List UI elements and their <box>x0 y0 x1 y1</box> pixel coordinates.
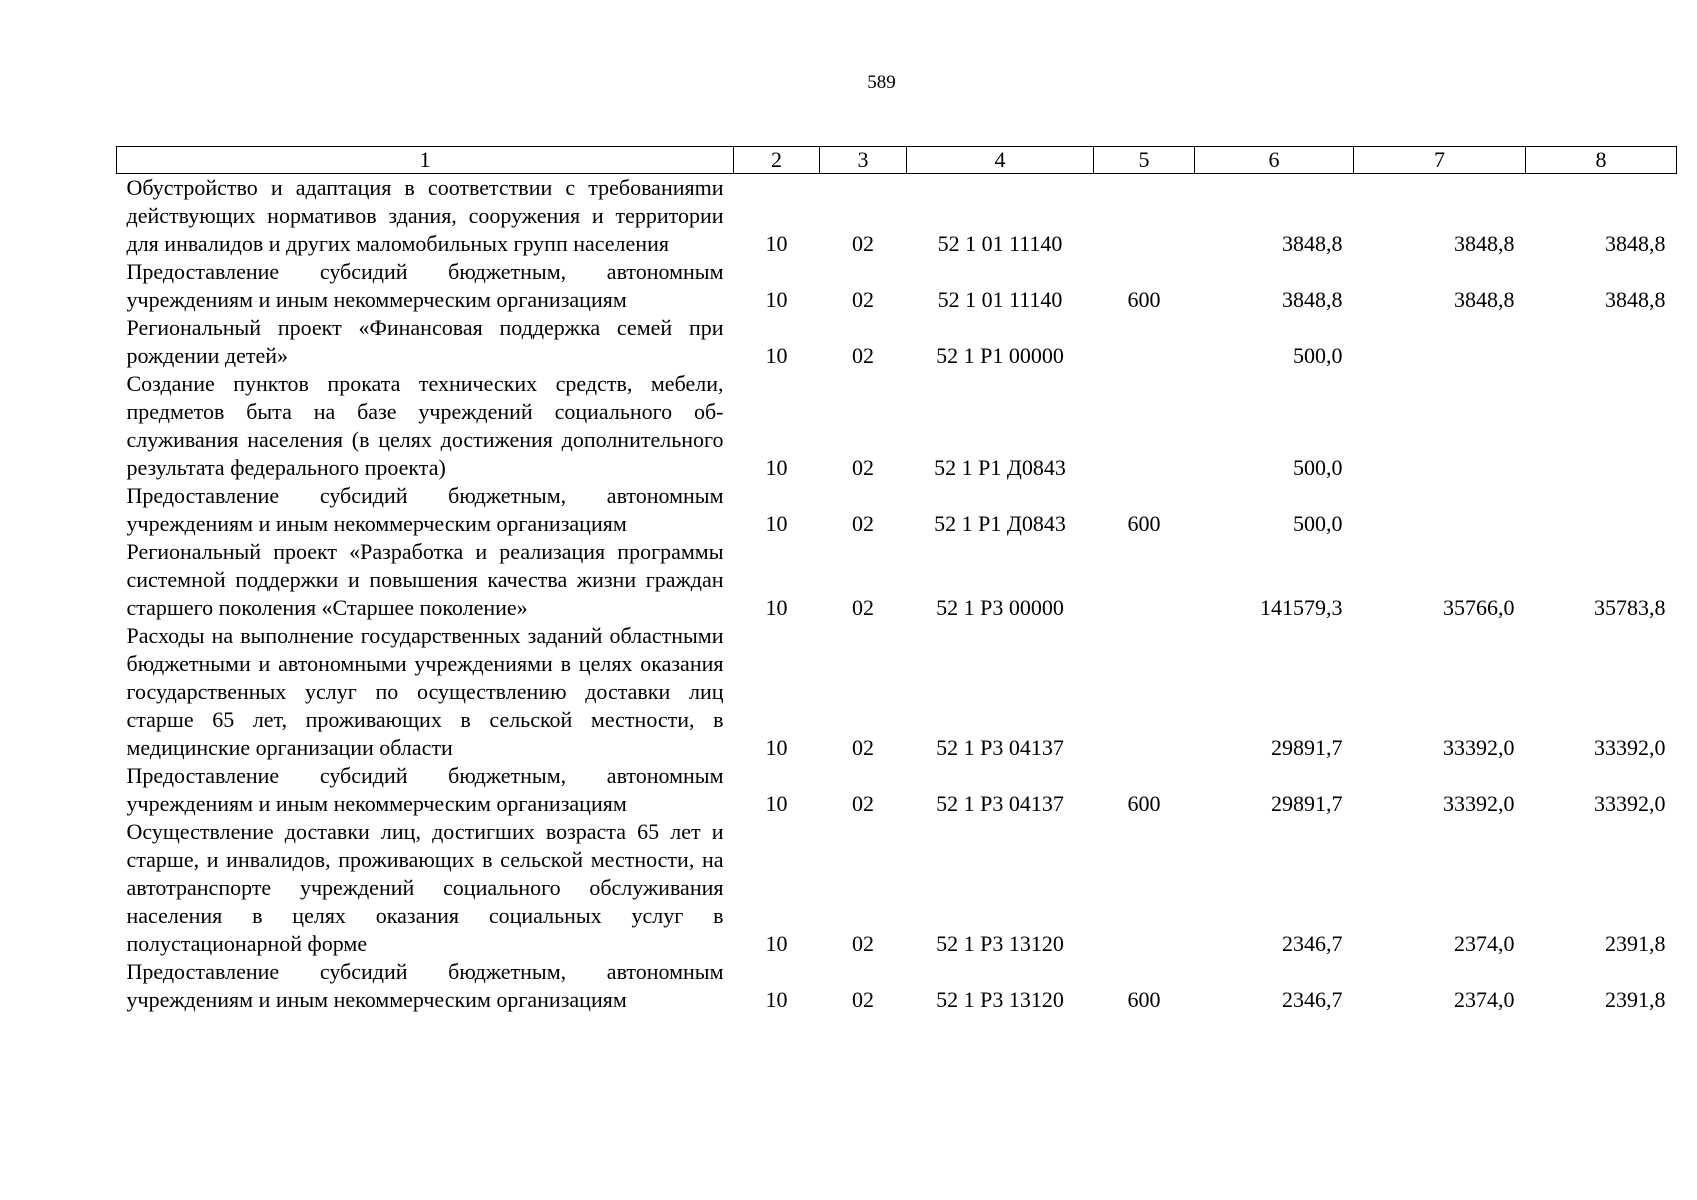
year-2-amount-cell: 2374,0 <box>1454 931 1515 956</box>
year-3-amount-cell: 35783,8 <box>1594 595 1666 620</box>
year-1-amount-cell: 141579,3 <box>1260 595 1343 620</box>
header-cell-section: 2 <box>734 147 820 174</box>
subsection-cell: 02 <box>852 231 874 256</box>
year-1-amount-cell: 3848,8 <box>1282 287 1343 312</box>
year-2-amount-cell: 2374,0 <box>1454 987 1515 1012</box>
row-name-cell: Предоставление субсидий бюджетным, автономным учреждениям и иным некоммерческим организациям <box>126 959 724 1012</box>
section-cell: 10 <box>765 287 788 312</box>
year-3-amount-cell: 2391,8 <box>1605 987 1666 1012</box>
target-article-cell: 52 1 P1 00000 <box>936 343 1064 368</box>
expense-type-cell <box>1094 622 1195 762</box>
year-3-amount-cell: 33392,0 <box>1594 735 1666 760</box>
year-2-amount-cell: 33392,0 <box>1443 735 1515 760</box>
year-1-amount-cell: 500,0 <box>1293 455 1343 480</box>
table-body <box>117 174 1677 1015</box>
target-article-cell: 52 1 P1 Д0843 <box>934 455 1066 480</box>
expense-type-cell <box>1094 314 1195 370</box>
year-3-amount-cell: 2391,8 <box>1605 931 1666 956</box>
subsection-cell: 02 <box>852 343 874 368</box>
year-1-amount-cell: 29891,7 <box>1271 791 1343 816</box>
subsection-cell: 02 <box>852 287 874 312</box>
section-cell: 10 <box>765 455 788 480</box>
header-cell-name: 1 <box>117 147 734 174</box>
subsection-cell: 02 <box>852 791 874 816</box>
table-row <box>117 174 1677 259</box>
year-3-amount-cell: 3848,8 <box>1605 231 1666 256</box>
row-name-cell: Предоставление субсидий бюджетным, автономным учреждениям и иным некоммерческим организациям <box>126 763 724 816</box>
row-name-cell: Обустройство и адаптация в соответствии с требованияmи действующих нормативов здания, сооружения и территории для инвалидов и других маломобильных групп населения <box>126 175 724 256</box>
budget-table <box>116 146 1677 1014</box>
year-2-amount-cell <box>1354 370 1526 482</box>
header-cell-subsection: 3 <box>820 147 907 174</box>
year-3-amount-cell <box>1526 370 1677 482</box>
expense-type-cell: 600 <box>1127 287 1161 312</box>
table-row <box>117 762 1677 818</box>
row-name-cell: Предоставление субсидий бюджетным, автономным учреждениям и иным некоммерческим организациям <box>126 259 724 312</box>
target-article-cell: 52 1 P3 04137 <box>936 791 1064 816</box>
subsection-cell: 02 <box>852 511 874 536</box>
year-1-amount-cell: 2346,7 <box>1282 987 1343 1012</box>
year-2-amount-cell: 3848,8 <box>1454 231 1515 256</box>
year-1-amount-cell: 3848,8 <box>1282 231 1343 256</box>
year-2-amount-cell <box>1354 314 1526 370</box>
year-3-amount-cell: 3848,8 <box>1605 287 1666 312</box>
target-article-cell: 52 1 01 11140 <box>937 231 1063 256</box>
page-number: 589 <box>867 72 896 93</box>
table-row <box>117 622 1677 762</box>
row-name-cell: Региональный проект «Разработка и реализация программы системной поддержки и повышения качества жизни граждан старшего поколения «Старшее поколение» <box>126 539 724 620</box>
expense-type-cell: 600 <box>1127 987 1161 1012</box>
year-2-amount-cell: 33392,0 <box>1443 791 1515 816</box>
expense-type-cell: 600 <box>1127 511 1161 536</box>
table-header <box>117 147 1677 174</box>
subsection-cell: 02 <box>852 595 874 620</box>
year-2-amount-cell: 35766,0 <box>1443 595 1515 620</box>
expense-type-cell <box>1094 370 1195 482</box>
header-cell-year-1: 6 <box>1195 147 1354 174</box>
table-row <box>117 818 1677 958</box>
table-row <box>117 258 1677 314</box>
section-cell: 10 <box>765 987 788 1012</box>
section-cell: 10 <box>765 511 788 536</box>
year-3-amount-cell <box>1526 314 1677 370</box>
year-3-amount-cell <box>1526 482 1677 538</box>
year-1-amount-cell: 2346,7 <box>1282 931 1343 956</box>
year-1-amount-cell: 500,0 <box>1293 343 1343 368</box>
subsection-cell: 02 <box>852 987 874 1012</box>
target-article-cell: 52 1 P3 13120 <box>936 931 1064 956</box>
section-cell: 10 <box>765 791 788 816</box>
year-2-amount-cell: 3848,8 <box>1454 287 1515 312</box>
row-name-cell: Региональный проект «Финансовая поддержка семей при рождении детей» <box>126 315 724 368</box>
target-article-cell: 52 1 P3 00000 <box>936 595 1064 620</box>
row-name-cell: Осуществление доставки лиц, достигших возраста 65 лет и старше, и инвалидов, проживающих в сельской местности, на автотранспорте учреждений социального обслуживания населения в целях оказания социальных услуг в полустационарной форме <box>126 819 724 956</box>
subsection-cell: 02 <box>852 455 874 480</box>
target-article-cell: 52 1 P1 Д0843 <box>934 511 1066 536</box>
section-cell: 10 <box>765 735 788 760</box>
target-article-cell: 52 1 P3 13120 <box>936 987 1064 1012</box>
subsection-cell: 02 <box>852 735 874 760</box>
header-cell-target-article: 4 <box>907 147 1094 174</box>
row-name-cell: Расходы на выполнение государственных заданий областными бюджетными и автономными учреждениями в целях оказания государственных услуг по осуществлению доставки лиц старше 65 лет, проживающих в сельской местности, в медицинские организации области <box>126 623 724 760</box>
table-row <box>117 958 1677 1014</box>
header-cell-year-3: 8 <box>1526 147 1677 174</box>
expense-type-cell <box>1094 174 1195 259</box>
subsection-cell: 02 <box>852 931 874 956</box>
section-cell: 10 <box>765 931 788 956</box>
section-cell: 10 <box>765 595 788 620</box>
table-row <box>117 314 1677 370</box>
header-cell-expense-type: 5 <box>1094 147 1195 174</box>
expense-type-cell: 600 <box>1127 791 1161 816</box>
header-cell-year-2: 7 <box>1354 147 1526 174</box>
row-name-cell: Создание пунктов проката технических средств, мебели, предметов быта на базе учреждений социального обслуживания населения (в целях достижения дополнительного результата федерального проекта) <box>126 371 724 480</box>
section-cell: 10 <box>765 343 788 368</box>
target-article-cell: 52 1 01 11140 <box>937 287 1063 312</box>
table-row <box>117 482 1677 538</box>
section-cell: 10 <box>765 231 788 256</box>
year-1-amount-cell: 29891,7 <box>1271 735 1343 760</box>
header-row <box>117 147 1677 174</box>
row-name-cell: Предоставление субсидий бюджетным, автономным учреждениям и иным некоммерческим организациям <box>126 483 724 536</box>
expense-type-cell <box>1094 538 1195 622</box>
year-2-amount-cell <box>1354 482 1526 538</box>
table-row <box>117 370 1677 482</box>
expense-type-cell <box>1094 818 1195 958</box>
target-article-cell: 52 1 P3 04137 <box>936 735 1064 760</box>
table-row <box>117 538 1677 622</box>
year-1-amount-cell: 500,0 <box>1293 511 1343 536</box>
year-3-amount-cell: 33392,0 <box>1594 791 1666 816</box>
